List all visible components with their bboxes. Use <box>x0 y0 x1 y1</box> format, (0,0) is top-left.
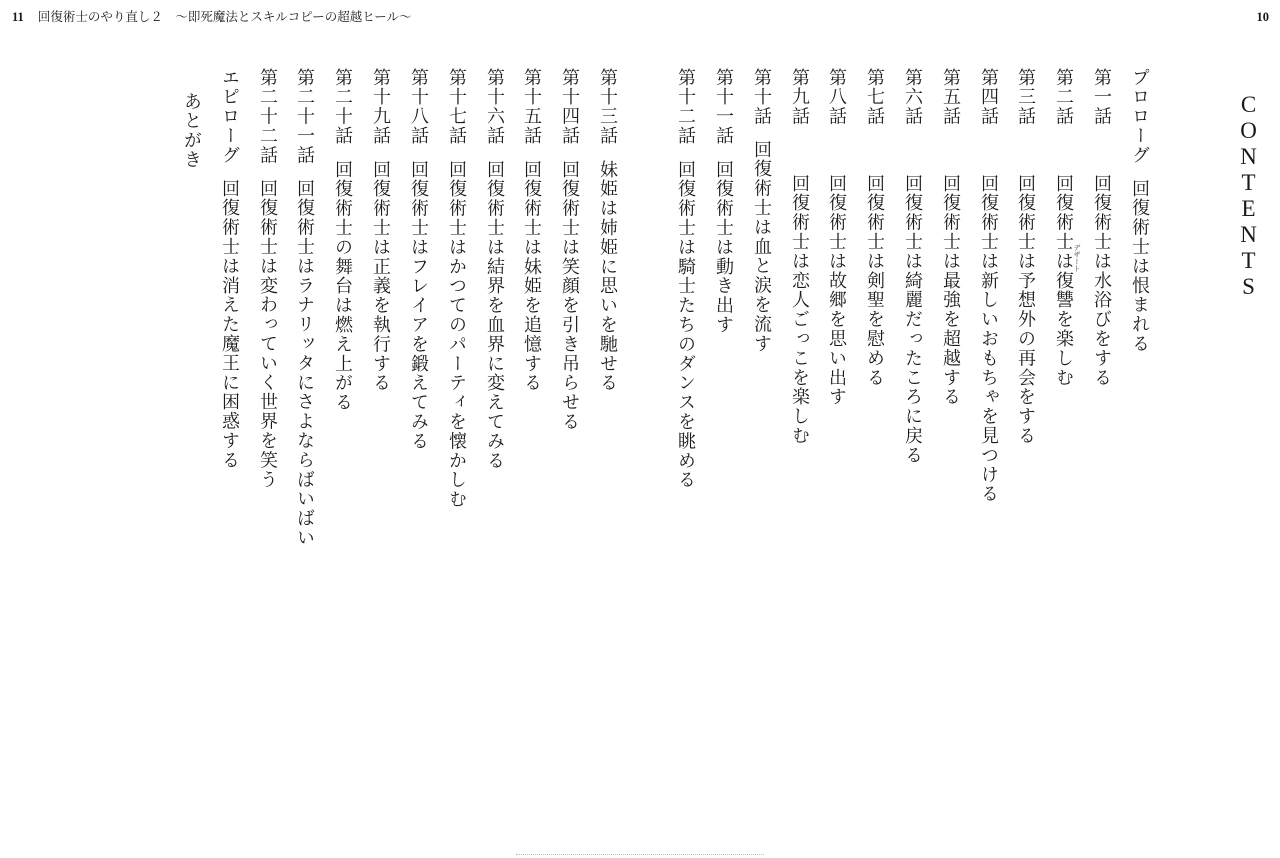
toc-entry-ch8[interactable] <box>822 68 850 628</box>
toc-chapter-label: 第一話 <box>1091 68 1112 127</box>
toc-chapter-title: 回復術士は妹姫を追憶する <box>521 159 542 393</box>
footer-divider <box>516 854 764 857</box>
toc-chapter-title: 回復術士は結界を血界に変えてみる <box>484 159 505 471</box>
toc-entry-ch14[interactable] <box>555 68 583 628</box>
toc-chapter-label: 第二話 <box>1053 68 1074 127</box>
toc-chapter-title: 回復術士は故郷を思い出す <box>826 174 847 407</box>
toc-chapter-label: 第六話 <box>902 68 923 127</box>
toc-entry-ch10[interactable] <box>747 68 775 628</box>
toc-entry-ch7[interactable] <box>860 68 888 628</box>
toc-entry-ch5[interactable] <box>936 68 964 628</box>
toc-chapter-label: 第十七話 <box>446 68 467 146</box>
book-title: 回復術士のやり直し２ 〜即死魔法とスキルコピーの超越ヒール〜 <box>37 9 412 24</box>
toc-entry-ch1[interactable] <box>1087 68 1115 628</box>
toc-chapter-title: 回復術士は綺麗だったころに戻る <box>902 174 923 465</box>
toc-entry-ch20[interactable] <box>328 68 356 628</box>
toc-chapter-label: あとがき <box>181 92 202 170</box>
toc-entry-ch16[interactable] <box>480 68 508 628</box>
toc-chapter-label: プロローグ <box>1129 68 1150 165</box>
page-number-left: 11 <box>12 10 24 24</box>
toc-chapter-title: 回復術士はラナリッタにさよならばいばい <box>294 179 315 548</box>
toc-entry-ch15[interactable] <box>517 68 545 628</box>
toc-chapter-title: 回復術士は最強を超越する <box>940 174 961 407</box>
toc-chapter-label: 第三話 <box>1015 68 1036 127</box>
toc-chapter-title: 回復術士は騎士たちのダンスを眺める <box>675 159 696 490</box>
toc-entry-epilogue[interactable] <box>215 68 243 628</box>
toc-entry-prologue[interactable] <box>1125 68 1153 628</box>
toc-chapter-title: 回復術士はかつてのパーティを懐かしむ <box>446 159 467 509</box>
toc-entry-ch4[interactable] <box>974 68 1002 628</box>
toc-chapter-label: 第十九話 <box>370 68 391 146</box>
toc-chapter-label: 第七話 <box>864 68 885 127</box>
toc-chapter-title: 回復術士はフレイアを鍛えてみる <box>408 159 429 451</box>
toc-chapter-label: エピローグ <box>219 68 240 165</box>
toc-chapter-title: 回復術士は笑顔を引き吊らせる <box>559 159 580 432</box>
toc-chapter-title: 妹姫は姉姫に思いを馳せる <box>597 159 618 393</box>
toc-entry-afterword[interactable] <box>177 92 205 652</box>
toc-chapter-title: 回復術士は血と涙を流す <box>751 140 772 354</box>
toc-chapter-label: 第十二話 <box>675 68 696 146</box>
toc-chapter-title: 回復術士は新しいおもちゃを見つける <box>978 174 999 504</box>
toc-chapter-title: 回復術士は復讐を楽しむ <box>1053 174 1074 388</box>
toc-chapter-title: 回復術士は水浴びをする <box>1091 174 1112 388</box>
toc-chapter-label: 第二十話 <box>332 68 353 146</box>
toc-chapter-title: 回復術士は変わっていく世界を笑う <box>257 179 278 490</box>
toc-entry-ch18[interactable] <box>404 68 432 628</box>
toc-entry-ch3[interactable] <box>1011 68 1039 628</box>
toc-entry-ch2[interactable] <box>1049 68 1077 628</box>
toc-entry-ch11[interactable] <box>709 68 737 628</box>
toc-chapter-label: 第八話 <box>826 68 847 127</box>
toc-chapter-title: 回復術士は消えた魔王に困惑する <box>219 179 240 470</box>
toc-entry-ch21[interactable] <box>290 68 318 628</box>
toc-entry-ch17[interactable] <box>442 68 470 628</box>
toc-entry-ch12[interactable] <box>671 68 699 628</box>
toc-chapter-label: 第十四話 <box>559 68 580 146</box>
toc-chapter-label: 第十八話 <box>408 68 429 146</box>
toc-entry-ch13[interactable] <box>593 68 621 628</box>
toc-chapter-label: 第五話 <box>940 68 961 127</box>
toc-chapter-label: 第十話 <box>751 68 772 127</box>
toc-chapter-label: 第十五話 <box>521 68 542 146</box>
toc-chapter-title: 回復術士は剣聖を慰める <box>864 174 885 388</box>
running-header <box>12 9 411 25</box>
toc-chapter-title: 回復術士は正義を執行する <box>370 159 391 393</box>
toc-chapter-title: 回復術士は動き出す <box>713 159 734 335</box>
toc-chapter-title: 回復術士は予想外の再会をする <box>1015 174 1036 446</box>
toc-entry-ch19[interactable] <box>366 68 394 628</box>
page-number-right: 10 <box>1256 10 1269 24</box>
toc-chapter-label: 第十六話 <box>484 68 505 146</box>
toc-chapter-label: 第九話 <box>789 68 810 127</box>
toc-chapter-label: 第二十二話 <box>257 68 278 165</box>
toc-chapter-label: 第二十一話 <box>294 68 315 165</box>
toc-chapter-label: 第十一話 <box>713 68 734 146</box>
contents-heading: CONTENTS <box>1236 92 1261 300</box>
toc-chapter-title: 回復術士は恨まれる <box>1129 179 1150 354</box>
toc-entry-ch6[interactable] <box>898 68 926 628</box>
toc-chapter-title: 回復術士は恋人ごっこを楽しむ <box>789 174 810 446</box>
toc-chapter-label: 第十三話 <box>597 68 618 146</box>
toc-chapter-title: 回復術士の舞台は燃え上がる <box>332 159 353 412</box>
toc-entry-ch9[interactable] <box>785 68 813 628</box>
toc-chapter-label: 第四話 <box>978 68 999 127</box>
toc-entry-ch22[interactable] <box>253 68 281 628</box>
ruby-annotation: デザート <box>1073 244 1081 272</box>
